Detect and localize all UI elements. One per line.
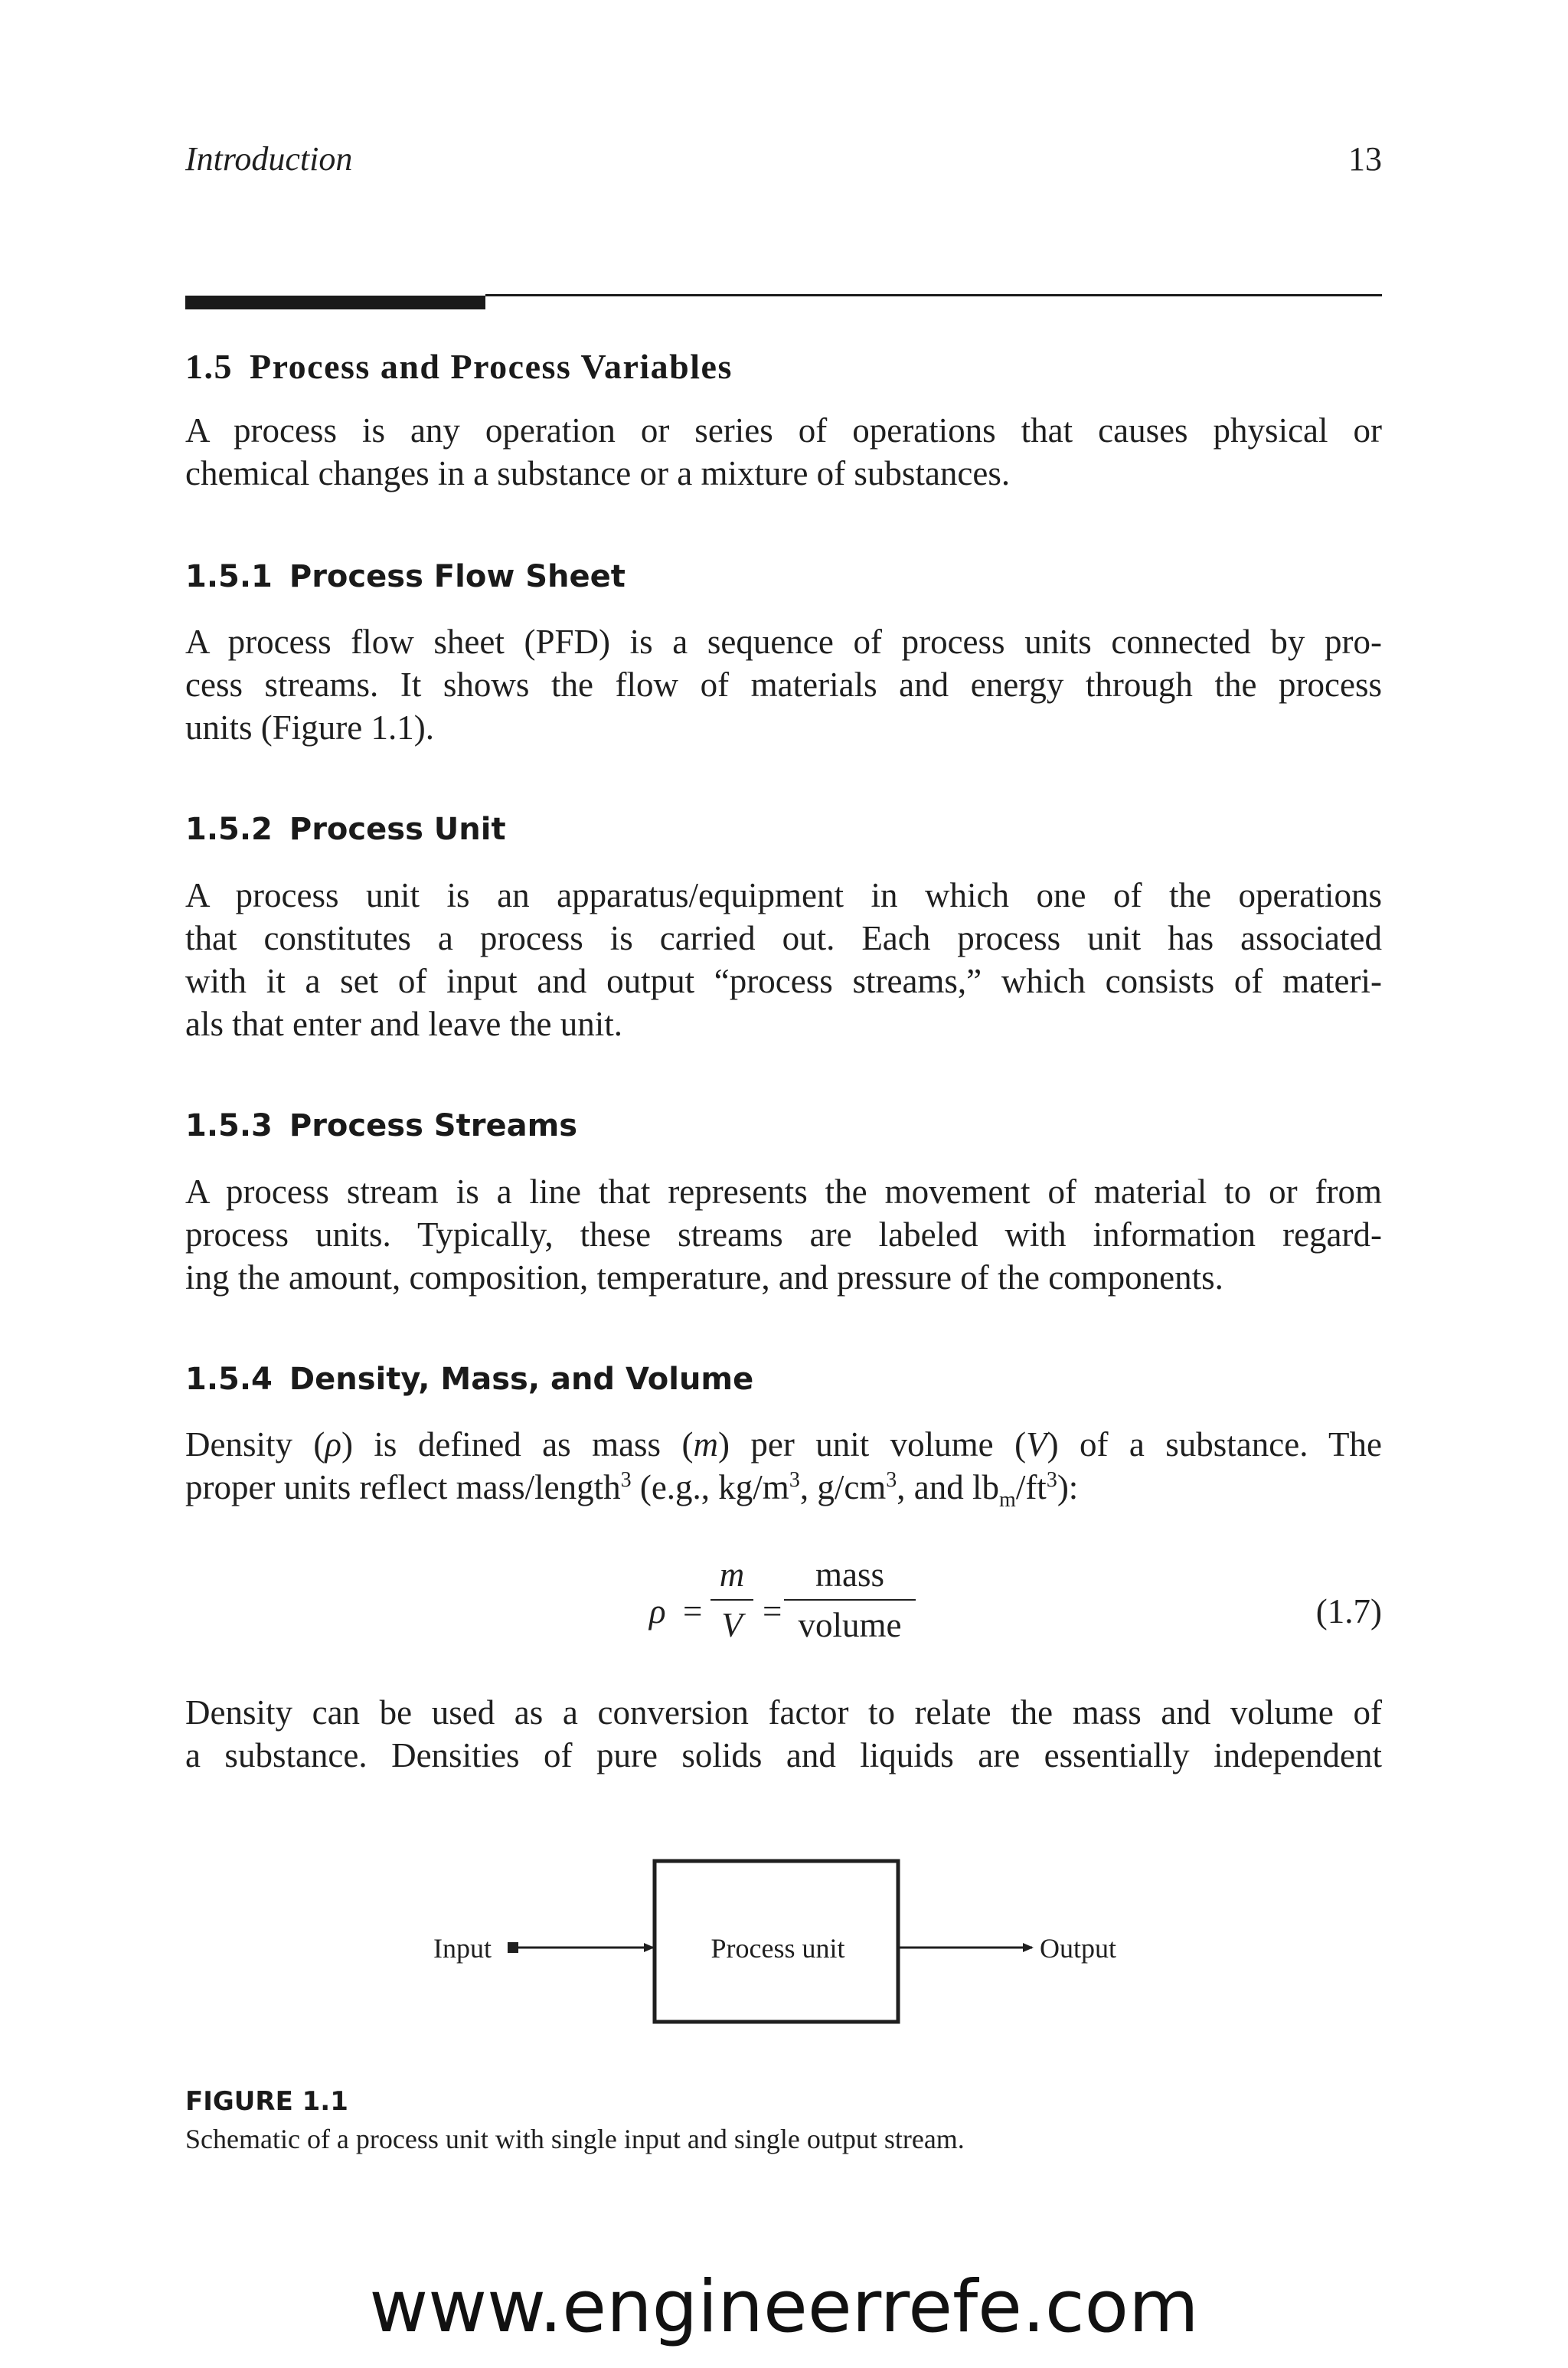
paragraph-line: a substance. Densities of pure solids and liquids are essentially independent: [185, 1736, 1382, 1774]
input-label: Input: [433, 1933, 492, 1964]
superscript: 3: [1046, 1468, 1057, 1492]
subsection-number: 1.5.1: [185, 559, 273, 594]
paragraph-line: units (Figure 1.1).: [185, 708, 434, 747]
section-heading: [185, 346, 733, 387]
fraction-mass-over-volume: [784, 1555, 916, 1645]
paragraph-line: [185, 1423, 1382, 1466]
fraction-denominator: volume: [798, 1606, 902, 1644]
paragraph-line: A process stream is a line that represents the movement of material to or from: [185, 1173, 1382, 1211]
rho-symbol: ρ: [325, 1425, 341, 1464]
text-run: ):: [1057, 1468, 1079, 1506]
text-run: , and lb: [897, 1468, 1000, 1506]
subsection-title: Process Flow Sheet: [289, 559, 626, 594]
superscript: 3: [620, 1468, 632, 1492]
text-run: , g/cm: [799, 1468, 887, 1506]
paragraph-line: ing the amount, composition, temperature, and pressure of the components.: [185, 1258, 1223, 1297]
paragraph-line: that constitutes a process is carried out. Each process unit has associated: [185, 919, 1382, 957]
running-head: Introduction: [185, 140, 353, 178]
text-run: Density (: [185, 1425, 325, 1464]
text-run: proper units reflect mass/length: [185, 1468, 621, 1506]
text-run: /ft: [1015, 1468, 1047, 1506]
subsection-heading-density: [185, 1362, 753, 1397]
figure-label: FIGURE 1.1: [185, 2086, 348, 2117]
paragraph-line: als that enter and leave the unit.: [185, 1005, 623, 1043]
section-rule-thick: [185, 296, 485, 309]
output-label: Output: [1040, 1933, 1117, 1964]
volume-symbol: V: [1026, 1425, 1047, 1464]
process-unit-label: Process unit: [710, 1933, 845, 1964]
paragraph-density-definition: [185, 1423, 1383, 1512]
text-run: ) is defined as mass (: [341, 1425, 694, 1464]
subsection-title: Process Streams: [289, 1108, 578, 1143]
section-rule-thin: [485, 294, 1382, 296]
subsection-heading-process-unit: [185, 812, 506, 847]
section-number: 1.5: [185, 347, 233, 386]
paragraph-line: A process unit is an apparatus/equipment in which one of the operations: [185, 876, 1382, 914]
equation-1-7: [0, 1555, 1568, 1662]
equation-number: (1.7): [1315, 1592, 1382, 1630]
fraction-m-over-v: [710, 1555, 753, 1645]
paragraph-process-streams: [185, 1170, 1382, 1299]
subscript: m: [999, 1488, 1016, 1512]
subsection-number: 1.5.3: [185, 1108, 273, 1143]
mass-symbol: m: [693, 1425, 718, 1464]
paragraph-density-conversion: [185, 1691, 1382, 1777]
subsection-number: 1.5.4: [185, 1362, 273, 1397]
subsection-number: 1.5.2: [185, 812, 273, 847]
process-unit-diagram: [0, 1853, 1568, 2037]
fraction-numerator: m: [719, 1555, 745, 1594]
paragraph-process-flow-sheet: [185, 620, 1382, 749]
paragraph-line: A process flow sheet (PFD) is a sequence of process units connected by pro-: [185, 623, 1382, 661]
fraction-bar: [710, 1599, 753, 1601]
equals-sign: =: [683, 1592, 703, 1630]
paragraph-line: cess streams. It shows the flow of materials and energy through the process: [185, 666, 1382, 704]
subsection-title: Density, Mass, and Volume: [289, 1362, 754, 1397]
superscript: 3: [886, 1468, 897, 1492]
watermark-url: www.engineerrefe.com: [369, 2265, 1199, 2349]
subsection-heading-process-flow-sheet: [185, 559, 626, 594]
equation-lhs: ρ: [649, 1592, 666, 1630]
paragraph-line: Density can be used as a conversion factor to relate the mass and volume of: [185, 1693, 1382, 1732]
fraction-bar: [784, 1599, 916, 1601]
paragraph-line: process units. Typically, these streams are labeled with information regard-: [185, 1215, 1382, 1254]
paragraph-line: A process is any operation or series of operations that causes physical or: [185, 411, 1382, 450]
superscript: 3: [789, 1468, 800, 1492]
text-run: ) per unit volume (: [717, 1425, 1027, 1464]
figure-1-1: [0, 1853, 1568, 2037]
section-intro-paragraph: [185, 409, 1382, 495]
section-title: Process and Process Variables: [250, 347, 733, 386]
figure-caption: Schematic of a process unit with single input and single output stream.: [185, 2124, 965, 2154]
text-run: (e.g., kg/m: [631, 1468, 789, 1506]
page-number: 13: [1348, 140, 1382, 178]
paragraph-line: chemical changes in a substance or a mixture of substances.: [185, 454, 1011, 492]
paragraph-line: with it a set of input and output “process streams,” which consists of materi-: [185, 962, 1382, 1000]
fraction-numerator: mass: [815, 1555, 884, 1594]
subsection-title: Process Unit: [289, 812, 506, 847]
paragraph-process-unit: [185, 874, 1382, 1045]
input-start-square: [508, 1942, 518, 1953]
text-run: ) of a substance. The: [1047, 1425, 1383, 1464]
paragraph-line: [185, 1466, 1382, 1512]
equals-sign: =: [763, 1592, 782, 1630]
subsection-heading-process-streams: [185, 1108, 577, 1143]
fraction-denominator: V: [721, 1606, 743, 1644]
